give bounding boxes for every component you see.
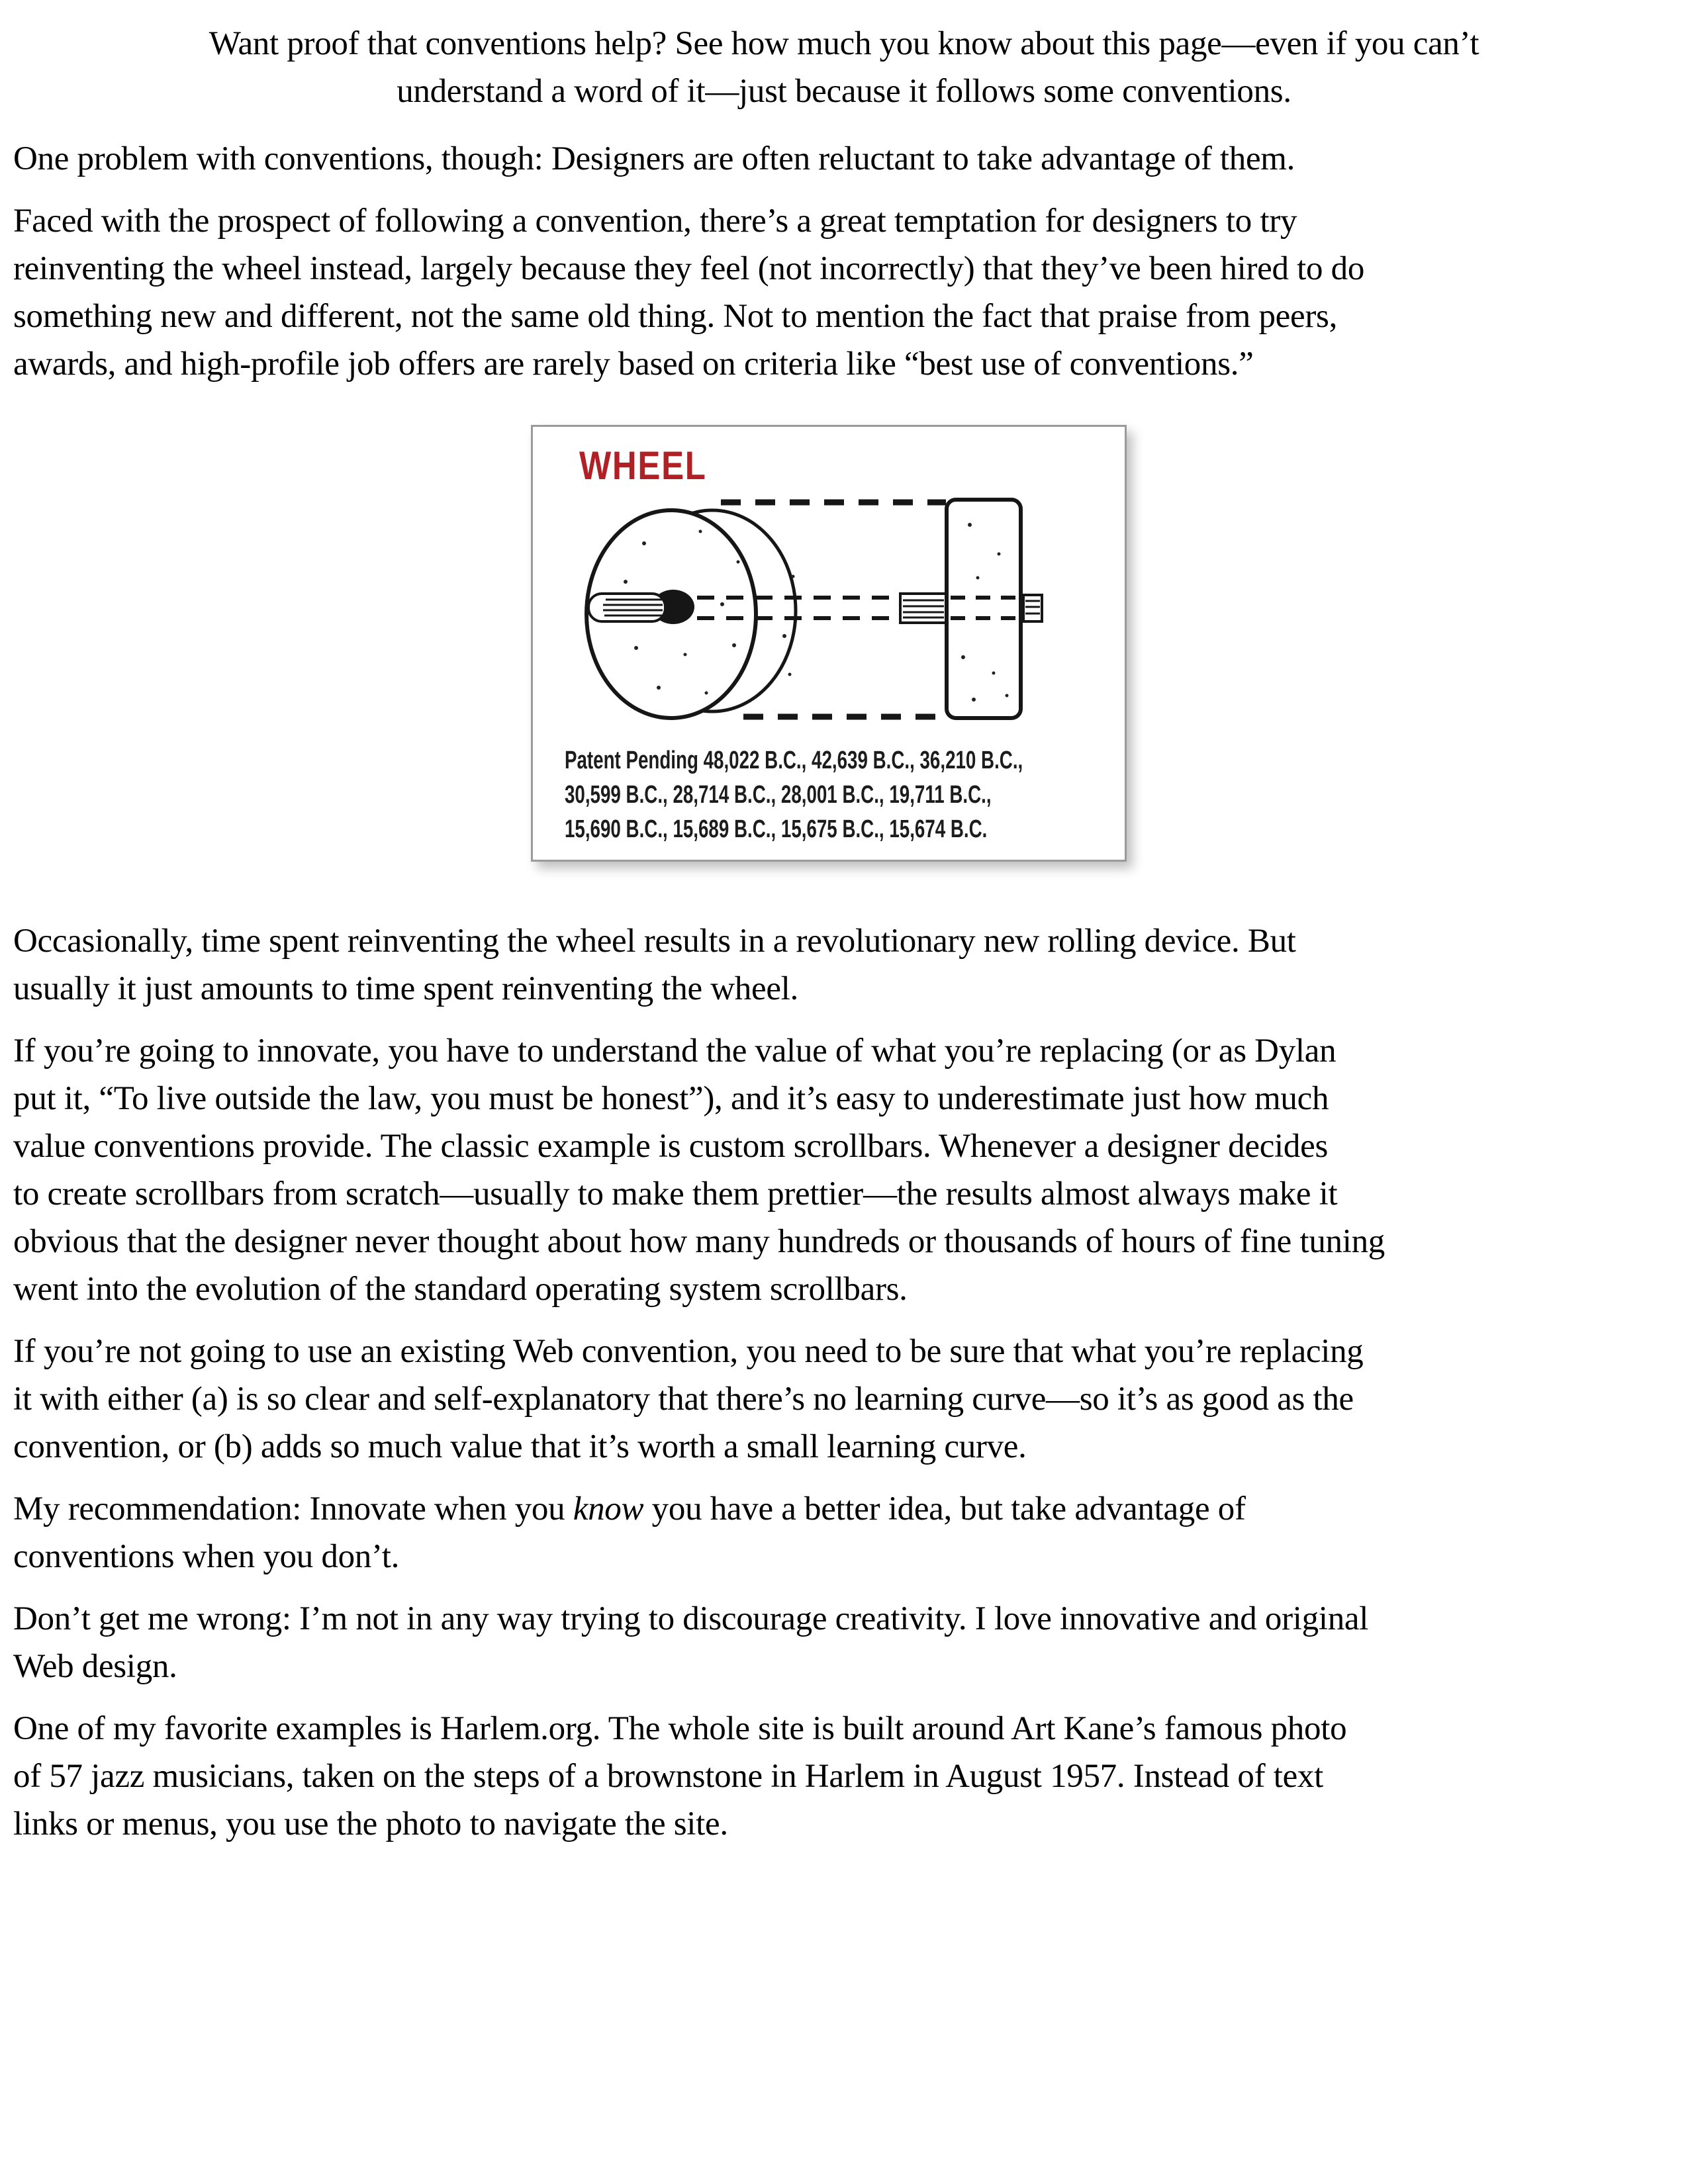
text-line: put it, “To live outside the law, you must be honest”), and it’s easy to underestimate just how much (13, 1080, 1329, 1117)
paragraph-2 (13, 197, 1675, 388)
text-line: Occasionally, time spent reinventing the wheel results in a revolutionary new rolling device. But (13, 923, 1296, 960)
figure-title: WHEEL (579, 443, 707, 488)
figure-caption (565, 743, 1093, 846)
text-line: Faced with the prospect of following a convention, there’s a great temptation for designers to try (13, 203, 1297, 240)
text-line: went into the evolution of the standard operating system scrollbars. (13, 1271, 908, 1308)
italic-word: know (573, 1490, 644, 1527)
text-line: of 57 jazz musicians, taken on the steps of a brownstone in Harlem in August 1957. Instead of text (13, 1758, 1324, 1795)
paragraph-1 (13, 135, 1675, 183)
paragraph-3 (13, 917, 1675, 1013)
text-line (13, 1485, 1675, 1533)
text-line: something new and different, not the same old thing. Not to mention the fact that praise from peers, (13, 298, 1338, 335)
text-line: obvious that the designer never thought about how many hundreds or thousands of hours of fine tuning (13, 1223, 1385, 1260)
paragraph-4 (13, 1027, 1675, 1313)
text-line: If you’re not going to use an existing Web convention, you need to be sure that what you’re replacing (13, 1333, 1364, 1370)
text-line: awards, and high-profile job offers are rarely based on criteria like “best use of conventions.” (13, 345, 1254, 383)
text-line: conventions when you don’t. (13, 1538, 400, 1575)
text-line: One of my favorite examples is Harlem.org. The whole site is built around Art Kane’s famous photo (13, 1710, 1347, 1747)
paragraph-6 (13, 1485, 1675, 1580)
caption-line: 15,690 B.C., 15,689 B.C., 15,675 B.C., 15,674 B.C. (565, 815, 988, 843)
text-line: If you’re going to innovate, you have to understand the value of what you’re replacing (or as Dylan (13, 1032, 1336, 1069)
text-line: value conventions provide. The classic example is custom scrollbars. Whenever a designer decides (13, 1128, 1328, 1165)
text-line: Don’t get me wrong: I’m not in any way trying to discourage creativity. I love innovative and original (13, 1600, 1369, 1637)
text-run: My recommendation: Innovate when you (13, 1490, 573, 1527)
wheel-figure (531, 425, 1127, 862)
text-run: you have a better idea, but take advantage of (643, 1490, 1246, 1527)
text-line: to create scrollbars from scratch—usually to make them prettier—the results almost always make it (13, 1175, 1338, 1212)
text-line: usually it just amounts to time spent reinventing the wheel. (13, 970, 798, 1007)
text-line: Want proof that conventions help? See how much you know about this page—even if you can’t (209, 25, 1479, 62)
text-line: Web design. (13, 1648, 177, 1685)
paragraph-8 (13, 1705, 1675, 1848)
caption-line: 30,599 B.C., 28,714 B.C., 28,001 B.C., 19,711 B.C., (565, 781, 992, 809)
text-line: One problem with conventions, though: Designers are often reluctant to take advantage of them. (13, 140, 1295, 177)
intro-caption (13, 20, 1675, 115)
text-line: convention, or (b) adds so much value that it’s worth a small learning curve. (13, 1428, 1027, 1465)
caption-line: Patent Pending 48,022 B.C., 42,639 B.C., 36,210 B.C., (565, 747, 1023, 774)
text-line: understand a word of it—just because it follows some conventions. (397, 73, 1291, 110)
paragraph-7 (13, 1595, 1675, 1690)
wheel-illustration (565, 497, 1055, 735)
text-line: it with either (a) is so clear and self-explanatory that there’s no learning curve—so it’s as good as the (13, 1381, 1354, 1418)
text-line: reinventing the wheel instead, largely because they feel (not incorrectly) that they’ve been hired to do (13, 250, 1365, 287)
text-line: links or menus, you use the photo to navigate the site. (13, 1805, 728, 1843)
paragraph-5 (13, 1328, 1675, 1471)
